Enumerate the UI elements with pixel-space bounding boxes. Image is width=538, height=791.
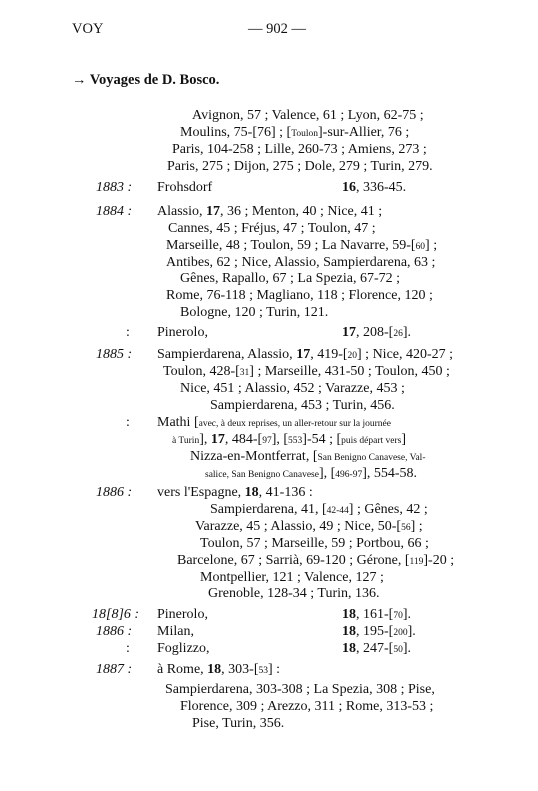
entry-line: Sampierdarena, 303-308 ; La Spezia, 308 ; Pise, — [165, 682, 435, 697]
page-number: — 902 — — [248, 21, 306, 37]
entry-line: Pinerolo, — [157, 325, 208, 340]
year-label: 1886 : — [96, 485, 133, 500]
entry-line: Sampierdarena, 453 ; Turin, 456. — [210, 398, 395, 413]
entry-line: Montpellier, 121 ; Valence, 127 ; — [200, 570, 384, 585]
ditto-colon: : — [126, 415, 130, 430]
year-label: 1885 : — [96, 347, 133, 362]
entry-line: Rome, 76-118 ; Magliano, 118 ; Florence, 120 ; — [166, 288, 433, 303]
entry-line: Toulon, 428-[31] ; Marseille, 431-50 ; Toulon, 450 ; — [163, 364, 450, 379]
volume-ref: 17, 208-[26]. — [342, 325, 411, 340]
entry-line: Antibes, 62 ; Nice, Alassio, Sampierdarena, 63 ; — [166, 255, 436, 270]
entry-line: Pise, Turin, 356. — [192, 716, 285, 731]
year-label: 1884 : — [96, 204, 133, 219]
entry-line: salice, San Benigno Canavese], [496-97], 554-58. — [205, 466, 418, 481]
year-label: 1887 : — [96, 662, 133, 677]
entry-line: Nice, 451 ; Alassio, 452 ; Varazze, 453 ; — [180, 381, 405, 396]
entry-line: Gênes, Rapallo, 67 ; La Spezia, 67-72 ; — [180, 271, 401, 286]
entry-line: Bologne, 120 ; Turin, 121. — [180, 305, 329, 320]
entry-line: Pinerolo, — [157, 607, 208, 622]
entry-line: à Turin], 17, 484-[97], [553]-54 ; [puis départ vers] — [172, 432, 406, 447]
ditto-colon: : — [126, 641, 130, 656]
entry-line: Sampierdarena, 41, [42-44] ; Gênes, 42 ; — [210, 502, 428, 517]
entry-line: Frohsdorf — [157, 180, 213, 195]
volume-ref: 18, 247-[50]. — [342, 641, 411, 656]
entry-line: Varazze, 45 ; Alassio, 49 ; Nice, 50-[56] ; — [195, 519, 423, 534]
entry-line: Foglizzo, — [157, 641, 210, 656]
entry-line: Florence, 309 ; Arezzo, 311 ; Rome, 313-53 ; — [180, 699, 434, 714]
volume-ref: 18, 161-[70]. — [342, 607, 411, 622]
year-label: 1883 : — [96, 180, 133, 195]
entry-line: Grenoble, 128-34 ; Turin, 136. — [208, 586, 380, 601]
entry-line: Sampierdarena, Alassio, 17, 419-[20] ; Nice, 420-27 ; — [157, 347, 454, 362]
running-head: VOY — [72, 21, 104, 37]
volume-ref: 18, 195-[200]. — [342, 624, 416, 639]
year-label: 1886 : — [96, 624, 133, 639]
entry-line: Cannes, 45 ; Fréjus, 47 ; Toulon, 47 ; — [168, 221, 376, 236]
ditto-colon: : — [126, 325, 130, 340]
entry-line: à Rome, 18, 303-[53] : — [157, 662, 281, 677]
entry-line: Avignon, 57 ; Valence, 61 ; Lyon, 62-75 ; — [192, 108, 424, 123]
entry-line: Marseille, 48 ; Toulon, 59 ; La Navarre, 59-[60] ; — [166, 238, 438, 253]
year-label: 18[8]6 : — [92, 607, 140, 622]
entry-line: Barcelone, 67 ; Sarrià, 69-120 ; Gérone, [119]-20 ; — [177, 553, 455, 568]
entry-line: Nizza-en-Montferrat, [San Benigno Canavese, Val- — [190, 449, 426, 464]
entry-line: Mathi [avec, à deux reprises, un aller-retour sur la journée — [157, 415, 391, 430]
entry-line: vers l'Espagne, 18, 41-136 : — [157, 485, 313, 500]
entry-line: Paris, 104-258 ; Lille, 260-73 ; Amiens, 273 ; — [172, 142, 427, 157]
entry-line: Milan, — [157, 624, 194, 639]
entry-line: Alassio, 17, 36 ; Menton, 40 ; Nice, 41 ; — [157, 204, 383, 219]
entry-line: Moulins, 75-[76] ; [Toulon]-sur-Allier, 76 ; — [180, 125, 410, 140]
entry-line: Toulon, 57 ; Marseille, 59 ; Portbou, 66 ; — [200, 536, 429, 551]
entry-line: Paris, 275 ; Dijon, 275 ; Dole, 279 ; Turin, 279. — [167, 159, 433, 174]
section-title: → Voyages de D. Bosco. — [72, 72, 220, 88]
volume-ref: 16, 336-45. — [342, 180, 407, 195]
